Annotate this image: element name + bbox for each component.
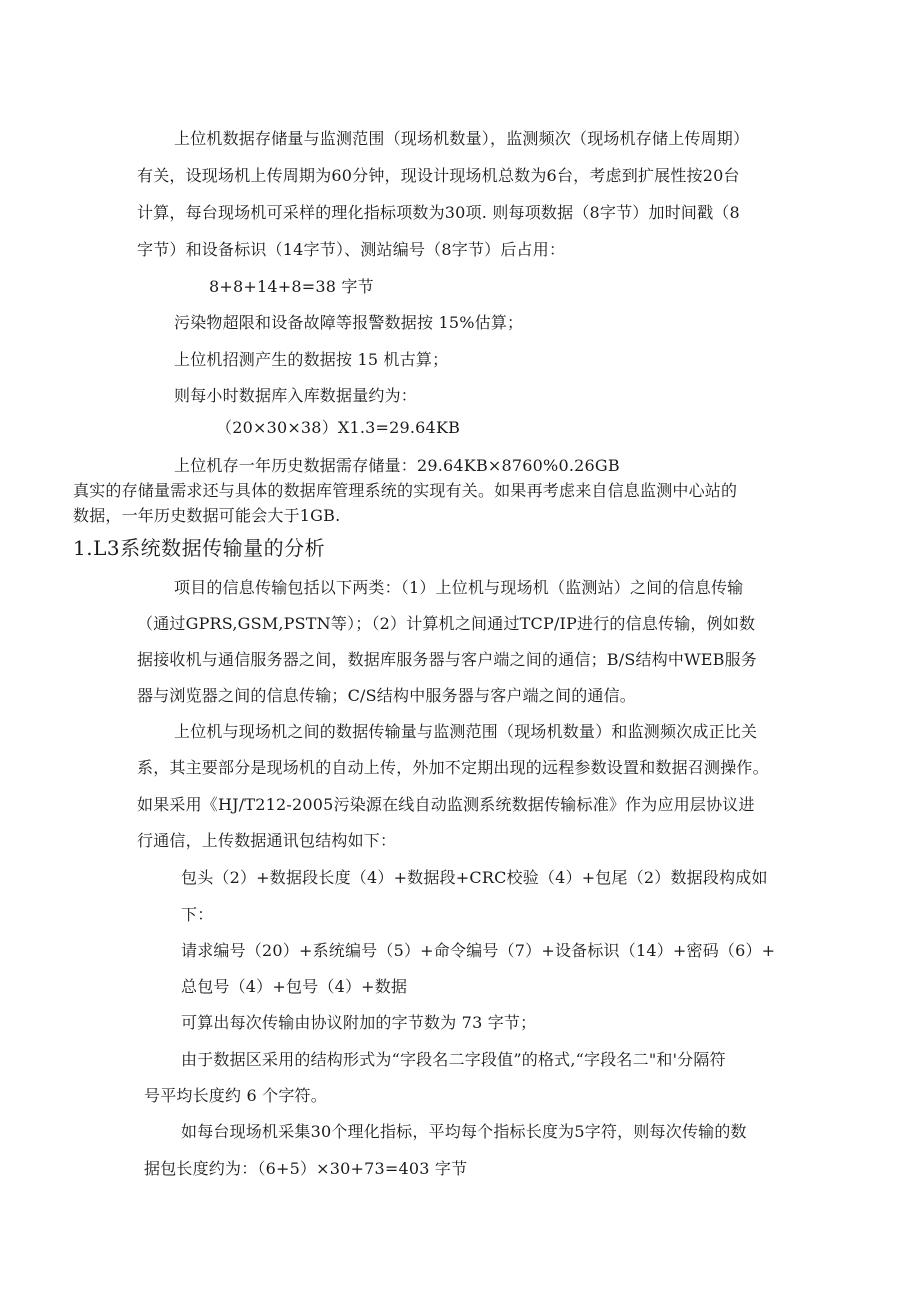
formula-bytes: 8+8+14+8=38 字节 xyxy=(209,277,374,296)
para2-line-2: 数据，一年历史数据可能会大于1GB. xyxy=(73,506,341,525)
packet-structure-line-2: 下： xyxy=(181,905,214,924)
para3-line-4: 器与浏览器之间的信息传输；C/S结构中服务器与客户端之间的通信。 xyxy=(137,686,636,705)
yearly-storage-line: 上位机存一年历史数据需存储量：29.64KB×8760%0.26GB xyxy=(174,456,620,475)
para3-line-3: 据接收机与通信服务器之间，数据库服务器与客户端之间的通信；B/S结构中WEB服务 xyxy=(137,650,757,669)
field-format-line-1: 由于数据区采用的结构形式为“字段名二字段值”的格式,“字段名二"和'分隔符 xyxy=(181,1050,726,1069)
para2-line-1: 真实的存储量需求还与具体的数据库管理系统的实现有关。如果再考虑来自信息监测中心站的 xyxy=(73,481,738,500)
alarm-data-line: 污染物超限和设备故障等报警数据按 15%估算； xyxy=(174,313,524,332)
para4-line-4: 行通信，上传数据通讯包结构如下： xyxy=(137,831,397,850)
para1-line-2: 有关，设现场机上传周期为60分钟，现设计现场机总数为6台，考虑到扩展性按20台 xyxy=(137,166,740,185)
para4-line-1: 上位机与现场机之间的数据传输量与监测范围（现场机数量）和监测频次成正比关 xyxy=(174,722,758,741)
hourly-data-line: 则每小时数据库入库数据量约为： xyxy=(174,386,418,405)
section-heading: 1.L3系统数据传输量的分析 xyxy=(73,536,326,560)
para1-line-3: 计算，每台现场机可采样的理化指标项数为30项. 则每项数据（8字节）加时间戳（8 xyxy=(137,203,740,222)
packet-length-line-1: 如每台现场机采集30个理化指标，平均每个指标长度为5字符，则每次传输的数 xyxy=(181,1122,747,1141)
para3-line-2: （通过GPRS,GSM,PSTN等）；（2）计算机之间通过TCP/IP进行的信息传输，例如数 xyxy=(137,614,756,633)
para4-line-2: 系，其主要部分是现场机的自动上传，外加不定期出现的远程参数设置和数据召测操作。 xyxy=(137,758,769,777)
segment-structure-line-1: 请求编号（20）+系统编号（5）+命令编号（7）+设备标识（14）+密码（6）+ xyxy=(181,941,776,960)
para1-line-1: 上位机数据存储量与监测范围（现场机数量），监测频次（现场机存储上传周期） xyxy=(174,129,750,148)
segment-structure-line-2: 总包号（4）+包号（4）+数据 xyxy=(181,977,408,996)
field-format-line-2: 号平均长度约 6 个字符。 xyxy=(144,1086,327,1105)
packet-length-line-2: 据包长度约为：（6+5）×30+73=403 字节 xyxy=(144,1159,468,1178)
recall-data-line: 上位机招测产生的数据按 15 机古算； xyxy=(174,350,449,369)
para1-line-4: 字节）和设备标识（14字节）、测站编号（8字节）后占用： xyxy=(137,240,566,259)
packet-structure-line-1: 包头（2）+数据段长度（4）+数据段+CRC校验（4）+包尾（2）数据段构成如 xyxy=(181,868,768,887)
protocol-bytes-line: 可算出每次传输由协议附加的字节数为 73 字节； xyxy=(181,1013,537,1032)
para4-line-3: 如果采用《HJ/T212-2005污染源在线自动监测系统数据传输标准》作为应用层协议进 xyxy=(137,795,755,814)
para3-line-1: 项目的信息传输包括以下两类：（1）上位机与现场机（监测站）之间的信息传输 xyxy=(174,578,744,597)
formula-hourly: （20×30×38）X1.3=29.64KB xyxy=(216,418,461,437)
